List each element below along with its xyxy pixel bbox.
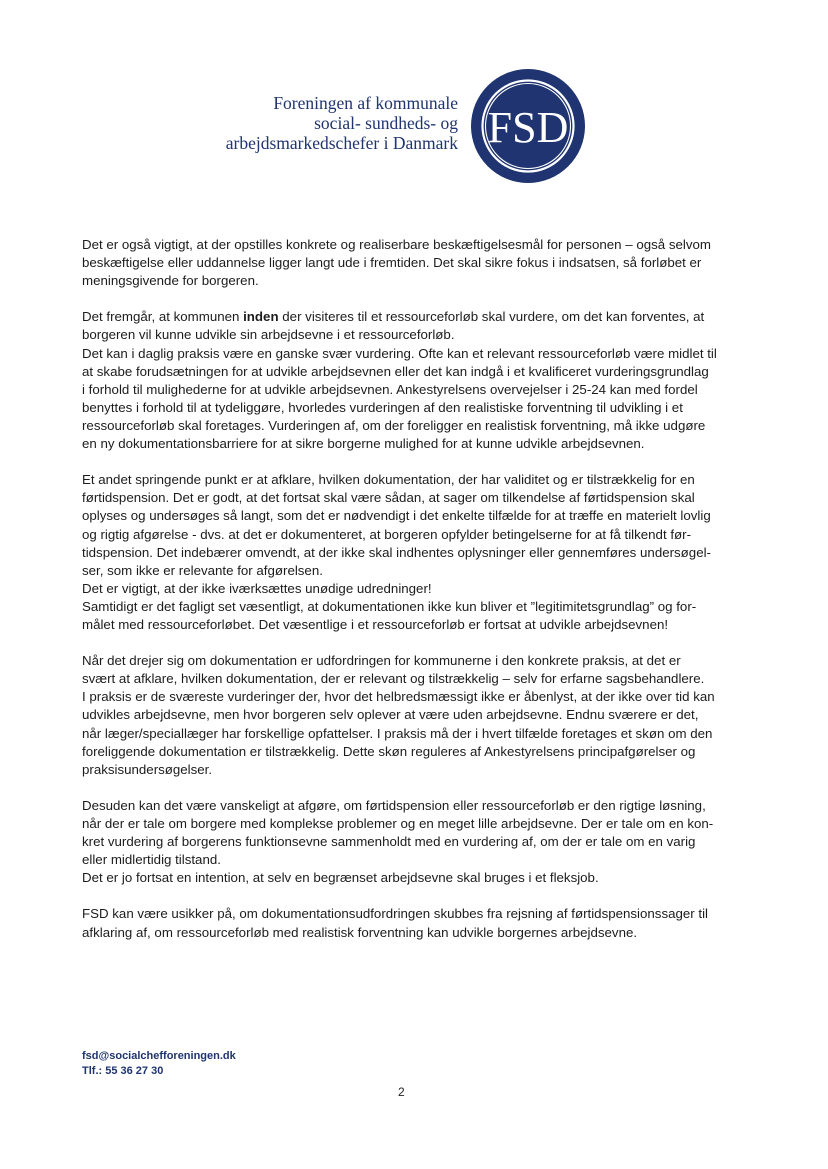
text-line: afklaring af, om ressourceforløb med realistisk forventning kan udvikle borgernes arbejdsevne. (82, 924, 638, 940)
text-line: beskæftigelse eller uddannelse ligger langt ude i fremtiden. Det skal sikre fokus i indsatsen, så forløbet er (82, 255, 702, 271)
text-line: i forhold til mulighederne for at udvikle arbejdsevnen. Ankestyrelsens overvejelser i 25-24 kan med fordel (82, 381, 698, 397)
text-line: og rigtig afgørelse - dvs. at det er dokumenteret, at borgeren opfylder betingelserne for at få tilkendt før- (82, 526, 692, 542)
text-line: når læger/speciallæger har forskellige opfattelser. I praksis må der i hvert tilfælde foretages et skøn om den (82, 725, 713, 741)
organization-name (226, 93, 458, 153)
paragraph-2 (82, 308, 732, 453)
text-line: Desuden kan det være vanskeligt at afgøre, om førtidspension eller ressourceforløb er den rigtige løsning, (82, 797, 706, 813)
text-line: Samtidigt er det fagligt set væsentligt, at dokumentationen ikke kun bliver et ”legitimitetsgrundlag” og for- (82, 598, 697, 614)
text-line: at skabe forudsætningen for at udvikle arbejdsevnen eller det kan indgå i et kvalificeret vurderingsgrundlag (82, 363, 709, 379)
text-line: Det er jo fortsat en intention, at selv en begrænset arbejdsevne skal bruges i et fleksjob. (82, 870, 599, 886)
text-line: tidspension. Det indebærer omvendt, at der ikke skal indhentes oplysninger eller gennemføres undersøgel- (82, 544, 711, 560)
text-line: ser, som ikke er relevante for afgørelsen. (82, 562, 323, 578)
text-line: førtidspension. Det er godt, at det fortsat skal være sådan, at sager om tilkendelse af førtidspension skal (82, 490, 695, 506)
text-line: borgeren vil kunne udvikle sin arbejdsevne i et ressourceforløb. (82, 327, 455, 343)
text-line: meningsgivende for borgeren. (82, 273, 259, 289)
page-number: 2 (398, 1085, 405, 1099)
text-line: benyttes i forhold til at tydeliggøre, hvorledes vurderingen af den realistiske forventning til udvikling i et (82, 399, 683, 415)
text-line: I praksis er de sværeste vurderinger der, hvor det helbredsmæssigt ikke er åbenlyst, at der ikke over tid kan (82, 689, 715, 705)
contact-footer (82, 1049, 236, 1079)
text-line: praksisundersøgelser. (82, 761, 213, 777)
paragraph-3 (82, 471, 732, 634)
text-line (82, 308, 732, 326)
text-line: målet med ressourceforløbet. Det væsentlige i et ressourceforløb er fortsat at udvikle arbejdsevnen! (82, 616, 669, 632)
emphasis-inden: inden (243, 309, 279, 325)
text-line: udvikles arbejdsevne, men hvor borgeren selv oplever at være uden arbejdsevne. Endnu sværere er det, (82, 707, 699, 723)
text-line: svært at afklare, hvilken dokumentation, der er relevant og tilstrækkelig – selv for erfarne sagsbehandlere. (82, 671, 705, 687)
text-line: Det kan i daglig praksis være en ganske svær vurdering. Ofte kan et relevant ressourceforløb være midlet til (82, 345, 717, 361)
paragraph-6 (82, 905, 732, 941)
paragraph-5 (82, 797, 732, 887)
text-line: kret vurdering af borgerens funktionsevne sammenholdt med en vurdering af, om der er tale om en varig (82, 834, 696, 850)
text-run: der visiteres til et ressourceforløb skal vurdere, om det kan forventes, at (278, 309, 705, 325)
text-run: Det fremgår, at kommunen (82, 309, 244, 325)
text-line: en ny dokumentationsbarriere for at sikre borgerne mulighed for at kunne udvikle arbejdsevnen. (82, 436, 645, 452)
paragraph-4 (82, 652, 732, 779)
text-line: FSD kan være usikker på, om dokumentationsudfordringen skubbes fra rejsning af førtidspensionssager til (82, 906, 708, 922)
text-line: foreliggende dokumentation er tilstrækkelig. Dette skøn reguleres af Ankestyrelsens principafgørelser og (82, 743, 696, 759)
letter-body (82, 236, 732, 960)
text-line: Det er også vigtigt, at der opstilles konkrete og realiserbare beskæftigelsesmål for personen – også selvom (82, 237, 711, 252)
fsd-logo (469, 67, 587, 185)
logo-text: FSD (487, 103, 569, 152)
text-line: Et andet springende punkt er at afklare, hvilken dokumentation, der har validitet og er tilstrækkelig for en (82, 472, 695, 488)
contact-phone: Tlf.: 55 36 27 30 (82, 1065, 164, 1077)
text-line: Det er vigtigt, at der ikke iværksættes unødige udredninger! (82, 580, 432, 596)
org-name-line-3: arbejdsmarkedschefer i Danmark (225, 133, 458, 153)
paragraph-1 (82, 236, 732, 290)
text-line: ressourceforløb skal foretages. Vurderingen af, om der foreligger en realistisk forventning, må ikke udgøre (82, 417, 706, 433)
org-name-line-1: Foreningen af kommunale (273, 93, 458, 113)
text-line: Når det drejer sig om dokumentation er udfordringen for kommunerne i den konkrete praksis, at det er (82, 653, 681, 669)
text-line: eller midlertidig tilstand. (82, 852, 221, 868)
contact-email: fsd@socialchefforeningen.dk (82, 1050, 236, 1062)
text-line: oplyses og undersøges så langt, som det er nødvendigt i det enkelte tilfælde for at træffe en materielt lovlig (82, 508, 711, 524)
text-line: når der er tale om borgere med komplekse problemer og en meget lille arbejdsevne. Der er tale om en kon- (82, 816, 714, 831)
org-name-line-2: social- sundheds- og (314, 113, 458, 133)
